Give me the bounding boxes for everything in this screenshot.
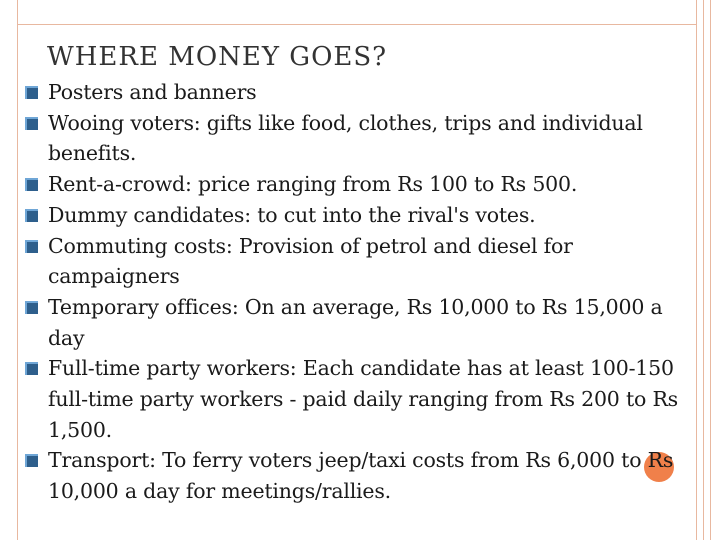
list-item [0,200,720,231]
frame-line-top [17,24,697,25]
list-item-text: Dummy candidates: to cut into the rival's votes. [48,202,536,227]
slide-title: WHERE MONEY GOES? [47,42,388,72]
square-bullet-icon [25,209,38,222]
bullet-list [0,77,720,507]
list-item [0,231,720,292]
list-item [0,445,720,506]
list-item-text: Posters and banners [48,80,257,104]
list-item-text: Rent-a-crowd: price ranging from Rs 100 to Rs 500. [48,172,578,197]
list-item-text: Full-time party workers: Each candidate has at least 100-150 full-time party workers - paid daily ranging from Rs 200 to Rs 1,500. [48,356,679,442]
list-item-text: Wooing voters: gifts like food, clothes, trips and individual benefits. [48,110,643,166]
list-item-text: Temporary offices: On an average, Rs 10,000 to Rs 15,000 a day [48,294,663,350]
list-item [0,292,720,353]
list-item-text: Commuting costs: Provision of petrol and diesel for campaigners [48,233,573,289]
square-bullet-icon [25,178,38,191]
list-item [0,108,720,169]
square-bullet-icon [25,301,38,314]
list-item-text: Transport: To ferry voters jeep/taxi costs from Rs 6,000 to Rs 10,000 a day for meetings/rallies. [48,448,674,504]
square-bullet-icon [25,86,38,99]
square-bullet-icon [25,362,38,375]
list-item [0,169,720,200]
list-item [0,353,720,445]
list-item [0,77,720,108]
square-bullet-icon [25,240,38,253]
square-bullet-icon [25,117,38,130]
square-bullet-icon [25,454,38,467]
